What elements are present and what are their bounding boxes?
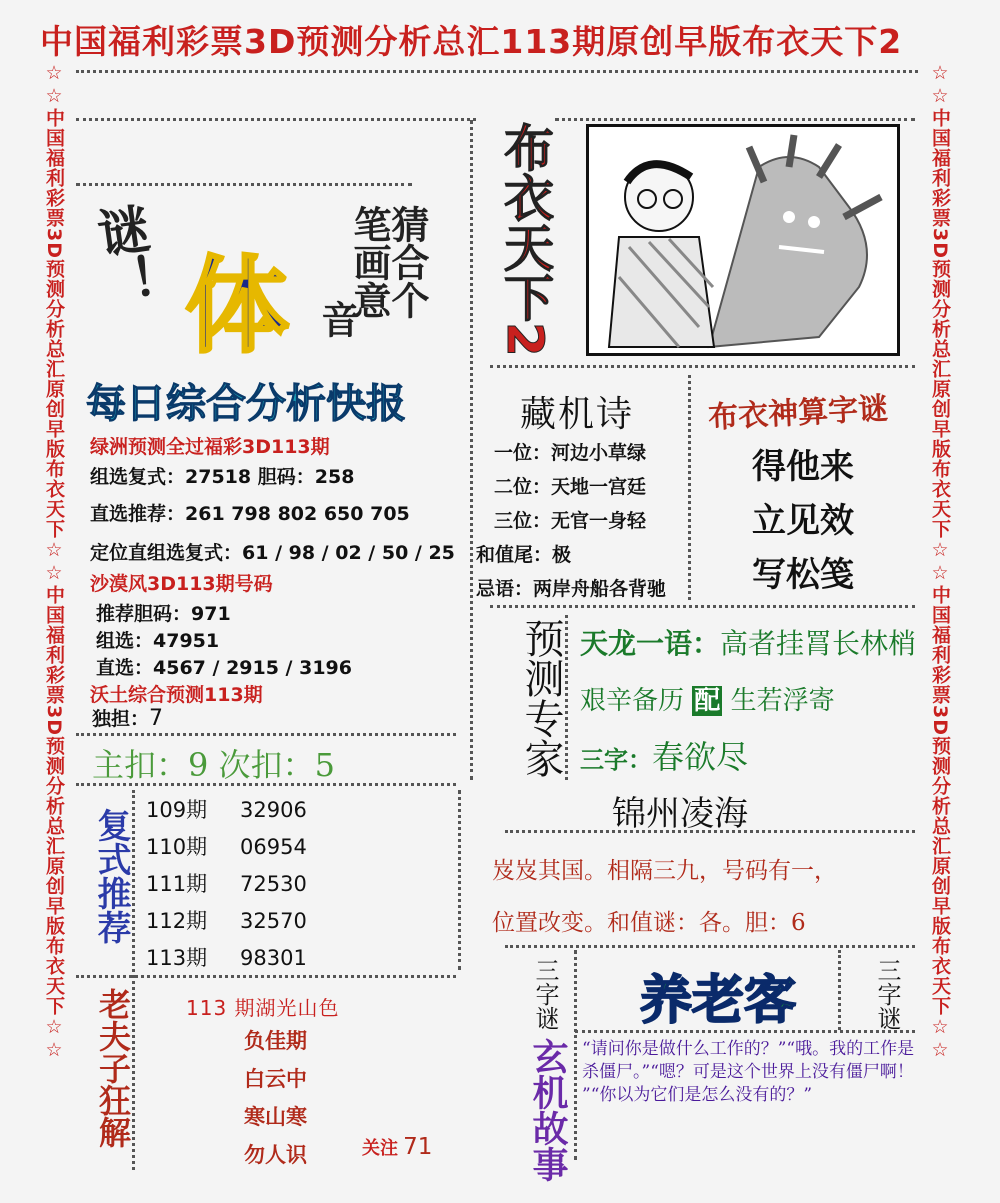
cangji-line: 和值尾：极 [476, 544, 572, 566]
dudan-label: 独担： [92, 708, 150, 730]
main-kou-label: 主扣： [92, 746, 189, 784]
sanzi-text: 春欲尽 [652, 738, 749, 776]
shensuan-line: 立见效 [752, 501, 854, 541]
shamo-title: 沙漠风3D113期号码 [90, 573, 273, 595]
second-kou-value: 5 [314, 746, 335, 784]
shensuan-lines [752, 440, 854, 602]
expert-vertical: 预测专家 [518, 618, 564, 778]
riddle-col2: 笔画意 [347, 205, 391, 319]
zuxuan-row [96, 626, 219, 653]
shensuan-line: 写松笺 [752, 555, 854, 595]
divider [76, 183, 412, 186]
zhixuan-value: 4567 / 2915 / 3196 [153, 657, 352, 679]
right-border-text: ☆☆中国福利彩票3D预测分析总汇原创早版布衣天下☆☆中国福利彩票3D预测分析总汇原创早版布衣天下☆☆ [929, 62, 951, 1062]
cangji-title: 藏机诗 [520, 394, 635, 435]
jinzhou-line: 位置改变。和值谜：各。胆：6 [492, 910, 806, 936]
tianlong-label: 天龙一语： [580, 627, 721, 660]
laofuzi-line: 负佳期 [244, 1029, 307, 1053]
zuxuan-label: 组选： [96, 630, 154, 652]
fushi-row: 112期 32570 [146, 909, 307, 933]
sanzimi-right: 三字谜 [873, 958, 901, 1030]
cartoon-illustration [586, 124, 900, 356]
position-value: 61 / 98 / 02 / 50 / 25 [242, 542, 455, 564]
sanzimi-left: 三字谜 [531, 958, 559, 1030]
fushi-row: 113期 98301 [146, 946, 307, 970]
jinzhou-line: 岌岌其国。相隔三九，号码有一， [492, 858, 837, 884]
riddle-center-char: 体 [185, 245, 290, 367]
yanglao-title: 养老客 [640, 971, 797, 1031]
daily-report-heading: 每日综合分析快报 [86, 381, 406, 427]
follow-row [362, 1134, 432, 1160]
divider [458, 790, 461, 970]
laofuzi-line: 寒山寒 [244, 1105, 307, 1129]
divider [565, 615, 568, 780]
shensuan-line: 得他来 [752, 447, 854, 487]
dan-label: 胆码： [257, 466, 315, 488]
direct-value: 261 798 802 650 705 [185, 503, 410, 525]
cangji-line: 二位：天地一宫廷 [494, 476, 647, 498]
rec-dan-value: 971 [191, 603, 231, 625]
story-vertical: 玄机故事 [527, 1038, 568, 1182]
expert-line2: 艰辛备历 配 生若浮寄 [580, 686, 835, 716]
direct-row [90, 499, 410, 526]
group-label: 组选复式： [90, 466, 186, 488]
dudan-value: 7 [149, 706, 164, 731]
second-kou-label: 次扣： [218, 746, 315, 784]
fushi-row: 110期 06954 [146, 835, 307, 859]
rec-dan-row [96, 599, 231, 626]
story-text: “请问你是做什么工作的？”“哦。我的工作是杀僵尸。”“嗯？可是这个世界上没有僵尸啊！ ”“你以为它们是怎么没有的？” [582, 1039, 915, 1105]
divider [470, 120, 473, 780]
expert-tianlong [580, 622, 916, 662]
lvzhou-title: 绿洲预测全过福彩3D113期 [90, 436, 330, 458]
divider [574, 950, 577, 1160]
wotu-title: 沃土综合预测113期 [90, 684, 263, 706]
zhixuan-label: 直选： [96, 657, 154, 679]
divider [76, 118, 476, 121]
laofuzi-line: 勿人识 [244, 1143, 307, 1167]
expert-sanzi [580, 732, 748, 778]
kou-row [92, 740, 335, 786]
direct-label: 直选推荐： [90, 503, 186, 525]
divider [555, 118, 915, 121]
fushi-row: 109期 32906 [146, 798, 307, 822]
shensuan-title: 布衣神算字谜 [707, 391, 889, 436]
follow-label: 关注 [362, 1138, 398, 1159]
divider [76, 733, 456, 736]
laofuzi-vertical: 老夫子狂解 [94, 988, 132, 1148]
rec-dan-label: 推荐胆码： [96, 603, 192, 625]
dan-value: 258 [314, 466, 355, 488]
riddle-col3: 音 [315, 300, 359, 338]
main-kou-value: 9 [188, 746, 209, 784]
jinzhou-body [492, 845, 837, 949]
laofuzi-title: 113 期湖光山色 [186, 996, 340, 1020]
riddle-col1: 猜合个 [385, 205, 429, 319]
group-value: 27518 [185, 466, 252, 488]
divider [838, 950, 841, 1030]
dudan-row [92, 704, 163, 731]
zhixuan-row [96, 653, 352, 680]
position-row [90, 538, 455, 565]
fushi-row: 111期 72530 [146, 872, 307, 896]
page-title: 中国福利彩票3D预测分析总汇113期原创早版布衣天下2 [40, 22, 903, 61]
position-label: 定位直组选复式： [90, 542, 243, 564]
laofuzi-line: 白云中 [244, 1067, 307, 1091]
cangji-line: 三位：无官一身轻 [494, 510, 647, 532]
cangji-lines [476, 438, 688, 608]
sanzi-label: 三字： [580, 746, 652, 774]
laofuzi-lines [244, 1022, 307, 1174]
group-row [90, 462, 354, 489]
fushi-table [146, 792, 307, 977]
cangji-line: 一位：河边小草绿 [494, 442, 647, 464]
follow-value: 71 [403, 1134, 433, 1160]
divider [490, 365, 915, 368]
pei-badge: 配 [694, 686, 721, 716]
brand-vertical: 布衣天下2 [496, 122, 554, 357]
tianlong-text: 高者挂罥长林梢 [720, 627, 917, 660]
riddle-left-word: 谜！ [85, 201, 160, 313]
divider [688, 375, 691, 600]
zuxuan-value: 47951 [153, 630, 220, 652]
cartoon-drawing [589, 127, 897, 353]
cangji-line: 忌语：两岸舟船各背驰 [476, 578, 667, 600]
divider [132, 790, 135, 1170]
fushi-vertical: 复式推荐 [91, 808, 131, 944]
divider [76, 70, 918, 73]
left-border-text: ☆☆中国福利彩票3D预测分析总汇原创早版布衣天下☆☆中国福利彩票3D预测分析总汇原创早版布衣天下☆☆ [43, 62, 65, 1062]
jinzhou-title: 锦州凌海 [612, 794, 748, 834]
